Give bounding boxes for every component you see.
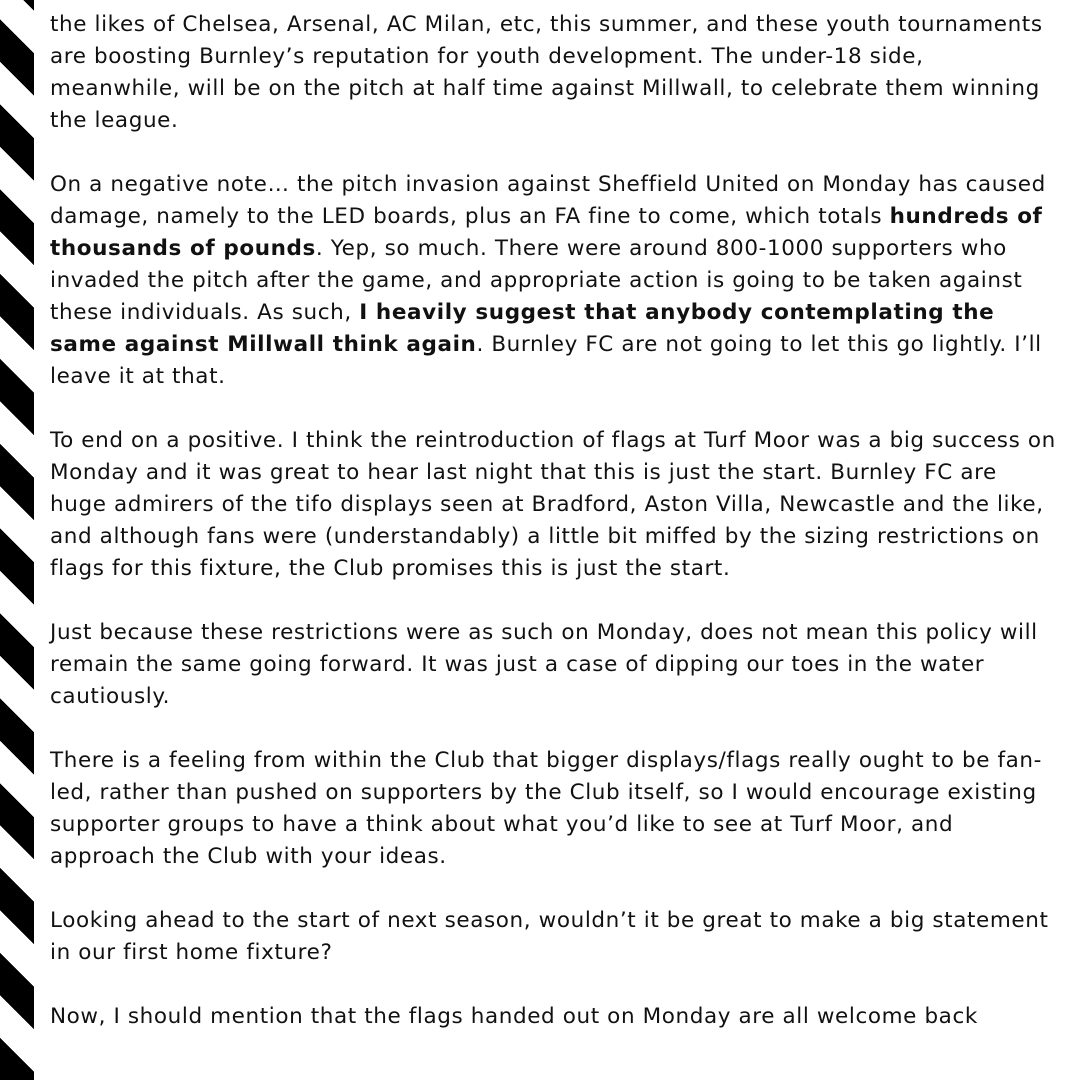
pitch-invasion-text-start: On a negative note… the pitch invasion against Sheffield United on Monday has caused damage, namely to the LED boards, plus an FA fine to come, which totals: [50, 172, 1046, 229]
paragraph-youth-tournaments: the likes of Chelsea, Arsenal, AC Milan, etc, this summer, and these youth tournaments are boosting Burnley’s reputation for youth development. The under-18 side, meanwhile, will be on the pitch at half time against Millwall, to celebrate them winning the league.: [50, 12, 1043, 133]
pitch-invasion-text-middle: . Yep, so much. There were around 800-1000 supporters who invaded the pitch after the game, and appropriate action is going to be taken against these individuals. As such,: [50, 236, 1023, 325]
pitch-invasion-bold-cost: hundreds of thousands of pounds: [50, 204, 1043, 261]
pitch-invasion-text-end: . Burnley FC are not going to let this go lightly. I’ll leave it at that.: [50, 332, 1042, 389]
pitch-invasion-bold-warning: I heavily suggest that anybody contemplating the same against Millwall think again: [50, 300, 995, 357]
article-body: [50, 9, 1060, 1065]
paragraph-next-season: Looking ahead to the start of next season, wouldn’t it be great to make a big statement in our first home fixture?: [50, 908, 1049, 965]
striped-border-decoration: [0, 0, 34, 1080]
paragraph-flags-positive: To end on a positive. I think the reintroduction of flags at Turf Moor was a big success on Monday and it was great to hear last night that this is just the start. Burnley FC are huge admirers of the tifo displays seen at Bradford, Aston Villa, Newcastle and the like, and although fans were (understandably) a little bit miffed by the sizing restrictions on flags for this fixture, the Club promises this is just the start.: [50, 428, 1056, 581]
paragraph-flags-welcome-back: Now, I should mention that the flags handed out on Monday are all welcome back: [50, 1004, 978, 1029]
paragraph-restrictions: Just because these restrictions were as such on Monday, does not mean this policy will remain the same going forward. It was just a case of dipping our toes in the water cautiously.: [50, 620, 1038, 709]
paragraph-pitch-invasion: [50, 169, 1060, 393]
paragraph-fan-led-displays: There is a feeling from within the Club that bigger displays/flags really ought to be fan-led, rather than pushed on supporters by the Club itself, so I would encourage existing supporter groups to have a think about what you’d like to see at Turf Moor, and approach the Club with your ideas.: [50, 748, 1042, 869]
